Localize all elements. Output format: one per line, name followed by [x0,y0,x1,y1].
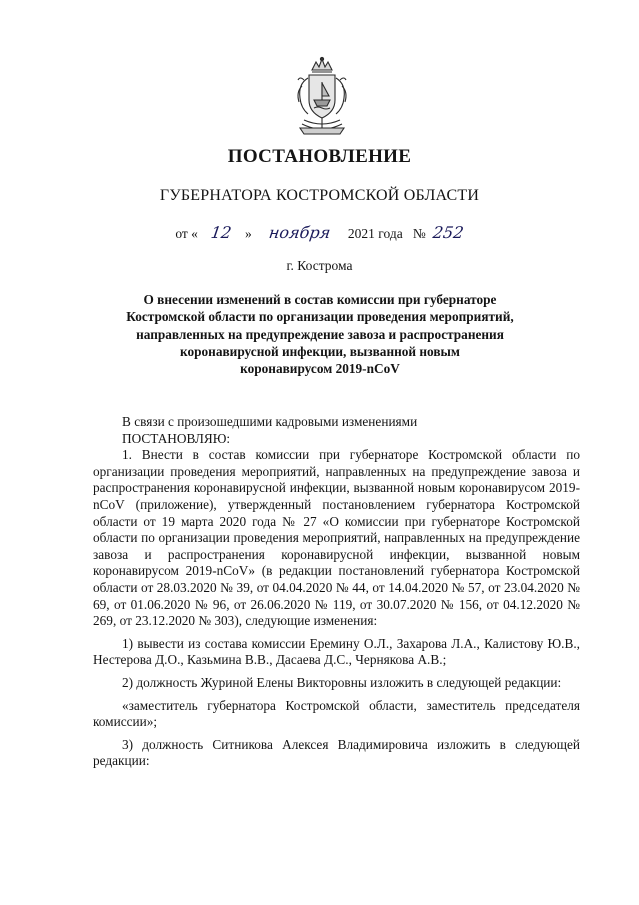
subitem-3: 3) должность Ситникова Алексея Владимировича изложить в следующей редакции: [93,736,580,769]
item-1-paragraph: 1. Внести в состав комиссии при губернаторе Костромской области по организации проведения мероприятий, направленных на предупреждение завоза и распространения коронавирусной инфекции, вызванной новым коронавирусом 2019-nCoV (приложение), утвержденный постановлением губернатора Костромской области от 19 марта 2020 года № 27 «О комиссии при губернаторе Костромской области по организации проведения мероприятий, направленных на предупреждение завоза и распространения коронавирусной инфекции, вызванной новым коронавирусом 2019-nCoV» (в редакции постановлений губернатора Костромской области от 28.03.2020 № 39, от 04.04.2020 № 44, от 14.04.2020 № 57, от 23.04.2020 № 69, от 01.06.2020 № 96, от 26.06.2020 № 119, от 30.07.2020 № 156, от 04.12.2020 № 269, от 23.12.2020 № 303), следующие изменения: [93,447,580,629]
date-year: 2021 года [347,226,403,241]
heading-line: О внесении изменений в состав комиссии при губернаторе [143,292,497,307]
date-month-handwritten: ноября [267,223,332,242]
document-title: ПОСТАНОВЛЕНИЕ [227,146,412,167]
document-heading [90,291,550,377]
subitem-1: 1) вывести из состава комиссии Еремину О.Л., Захарова Л.А., Калистову Ю.В., Нестерова Д.О., Казьмина В.В., Дасаева Д.С., Чернякова А.В.; [93,635,580,668]
number-sign: № [412,226,426,241]
issuer-title: ГУБЕРНАТОРА КОСТРОМСКОЙ ОБЛАСТИ [159,187,480,204]
subitem-2: 2) должность Журиной Елены Викторовны изложить в следующей редакции: [122,674,562,690]
decree-word: ПОСТАНОВЛЯЮ: [122,430,231,446]
document-number-handwritten: 252 [431,223,466,242]
heading-line: Костромской области по организации проведения мероприятий, [126,309,514,325]
date-prefix: от « [175,226,198,241]
heading-line: направленных на предупреждение завоза и распространения [136,326,504,342]
coat-of-arms-icon [290,56,354,138]
heading-line: коронавирусной инфекции, вызванной новым [180,343,460,359]
date-line [0,223,639,242]
subitem-2-quote: «заместитель губернатора Костромской области, заместитель председателя комиссии»; [93,697,580,730]
date-quote-close: » [245,226,252,241]
document-body [93,414,580,770]
intro-paragraph: В связи с произошедшими кадровыми изменениями [122,414,418,429]
heading-line: коронавирусом 2019-nCoV [240,361,400,377]
date-day-handwritten: 12 [209,223,234,242]
city-line: г. Кострома [286,258,353,273]
